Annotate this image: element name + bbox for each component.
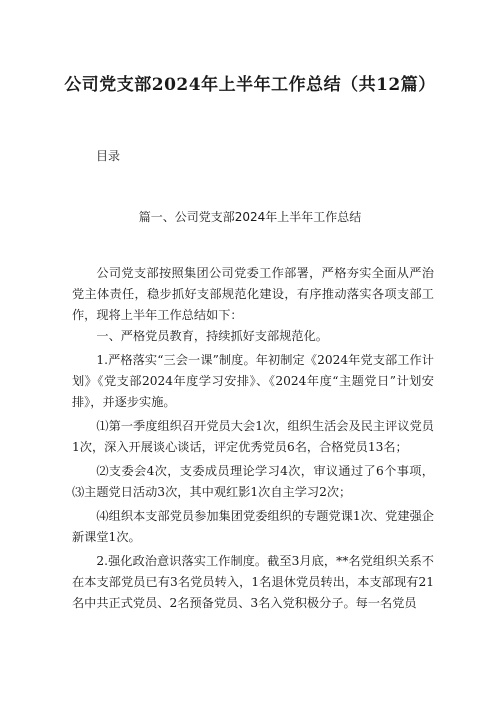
paragraph: ⑴第一季度组织召开党员大会1次，组织生活会及民主评议党员1次，深入开展谈心谈话，评定优秀党员6名，合格党员13名；	[72, 419, 434, 454]
paragraph: ⑷组织本支部党员参加集团党委组织的专题党课1次、党建强企新课堂1次。	[72, 509, 434, 544]
paragraph: 2.强化政治意识落实工作制度。截至3月底，**名党组织关系不在本支部党员已有3名党员转入，1名退休党员转出，本支部现有21名中共正式党员、2名预备党员、3名入党积极分子。每一名党员	[72, 554, 434, 610]
document-body	[72, 263, 434, 614]
section-title: 篇一、公司党支部2024年上半年工作总结	[138, 210, 362, 224]
document-title: 公司党支部2024年上半年工作总结（共12篇）	[64, 75, 436, 95]
toc-label: 目录	[96, 149, 121, 163]
paragraph: 1.严格落实“三会一课”制度。年初制定《2024年党支部工作计划》《党支部2024年度学习安排》、《2024年度“主题党日”计划安排》，并逐步实施。	[72, 353, 434, 409]
paragraph: ⑵支委会4次，支委成员理论学习4次，审议通过了6个事项，⑶主题党日活动3次，其中观红影1次自主学习2次；	[72, 464, 434, 499]
paragraph: 公司党支部按照集团公司党委工作部署，严格夯实全面从严治党主体责任，稳步抓好支部规范化建设，有序推动落实各项支部工作，现将上半年工作总结如下：	[72, 266, 434, 322]
paragraph: 一、严格党员教育，持续抓好支部规范化。	[96, 329, 328, 343]
